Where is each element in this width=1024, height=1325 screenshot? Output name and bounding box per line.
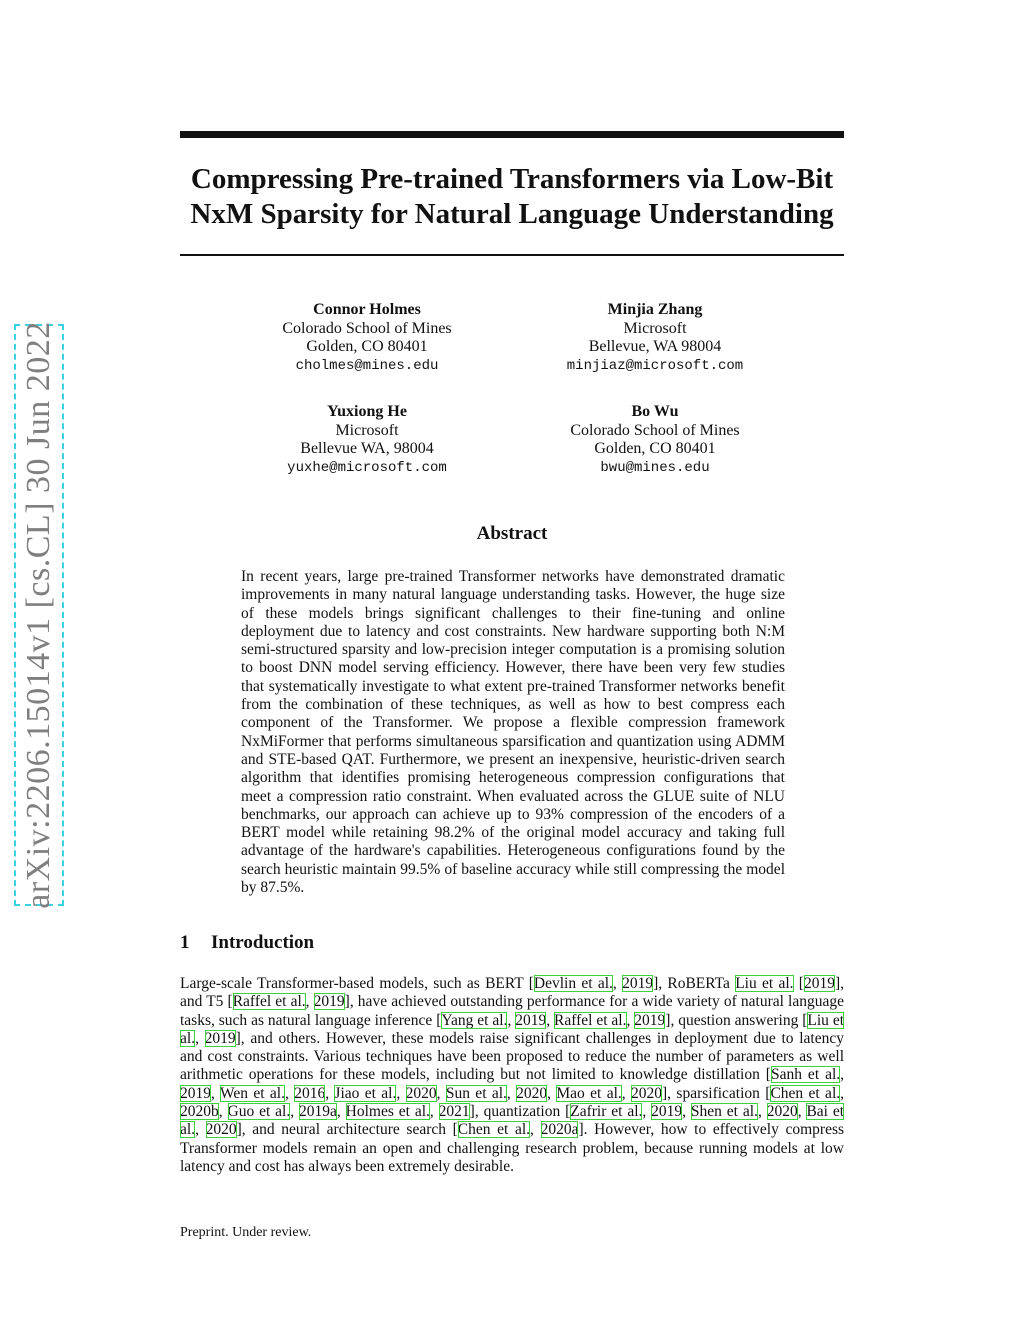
intro-text: [: [793, 975, 804, 992]
intro-text: ,: [757, 1103, 767, 1121]
arxiv-identifier-box: [14, 321, 64, 909]
citation-link[interactable]: Holmes et al.: [345, 1103, 430, 1121]
intro-text: ,: [642, 1103, 652, 1121]
paper-title: [180, 162, 844, 232]
author-email[interactable]: bwu@mines.edu: [600, 459, 710, 476]
abstract-heading: Abstract: [476, 523, 548, 544]
citation-link[interactable]: Devlin et al.: [533, 975, 613, 992]
citation-link[interactable]: 2016: [294, 1084, 326, 1102]
citation-link[interactable]: 2019: [634, 1011, 666, 1029]
intro-text: ], and neural architecture search [: [236, 1121, 458, 1139]
author-address: Bellevue, WA 98004: [588, 338, 722, 355]
author-address: Bellevue WA, 98004: [300, 440, 434, 457]
citation-link[interactable]: Mao et al.: [556, 1084, 622, 1102]
intro-text: ,: [284, 1084, 295, 1102]
intro-text: ,: [840, 1066, 845, 1084]
author-affiliation: Microsoft: [335, 421, 399, 439]
citation-link[interactable]: Yang et al.: [441, 1011, 508, 1029]
author-block: [207, 403, 527, 477]
citation-link[interactable]: 2020: [205, 1121, 237, 1139]
author-name: Minjia Zhang: [607, 301, 703, 318]
citation-link[interactable]: 2020: [766, 1103, 798, 1121]
citation-link[interactable]: Zafrir et al.: [570, 1103, 643, 1121]
intro-text: ], and T5 [: [180, 975, 844, 1011]
intro-text: ,: [797, 1103, 807, 1121]
intro-text: ], and others. However, these models raise significant challenges in deployment due to latency and cost constraints. Various techniques have been proposed to reduce the number of parameters as well arithmetic operations for these models, including but not limited to knowledge distillation [: [180, 1029, 845, 1084]
citation-link[interactable]: 2019: [515, 1011, 547, 1029]
intro-text: Large-scale Transformer-based models, such as BERT [: [180, 975, 534, 992]
citation-link[interactable]: 2021: [438, 1103, 470, 1121]
intro-text: ,: [195, 1029, 205, 1047]
intro-text: ,: [305, 993, 314, 1011]
title-line-2: NxM Sparsity for Natural Language Understanding: [190, 198, 834, 230]
intro-text: ], sparsification [: [662, 1084, 771, 1102]
citation-link[interactable]: 2020: [516, 1084, 548, 1102]
citation-link[interactable]: 2020: [631, 1084, 663, 1102]
intro-text: ], RoBERTa: [653, 975, 736, 992]
intro-text: ,: [530, 1121, 541, 1139]
author-email[interactable]: yuxhe@microsoft.com: [287, 459, 447, 476]
citation-link[interactable]: 2020b: [180, 1103, 219, 1121]
author-address: Golden, CO 80401: [306, 338, 428, 355]
intro-text: ,: [325, 1084, 335, 1102]
citation-link[interactable]: Liu et al.: [180, 1011, 845, 1047]
author-name: Yuxiong He: [327, 403, 407, 420]
intro-text: ,: [547, 1084, 557, 1102]
intro-text: ,: [218, 1103, 228, 1121]
intro-text: ]. However, how to effectively compress Transformer models remain an open and challenging research problem, because running models at low latency and cost has always been extremely desirable.: [180, 1121, 845, 1175]
arxiv-identifier: arXiv:2206.15014v1 [cs.CL] 30 Jun 2022: [20, 321, 57, 909]
intro-text: ,: [840, 1084, 844, 1102]
citation-link[interactable]: 2019: [651, 1103, 683, 1121]
author-block: [495, 301, 815, 375]
title-line-1: Compressing Pre-trained Transformers via Low-Bit: [190, 163, 834, 195]
author-name: Connor Holmes: [313, 301, 421, 318]
intro-text: ,: [612, 975, 623, 992]
citation-link[interactable]: 2019: [204, 1029, 236, 1047]
intro-text: ], quantization [: [469, 1103, 571, 1121]
citation-link[interactable]: Jiao et al.: [334, 1084, 397, 1102]
citation-link[interactable]: 2020a: [540, 1121, 579, 1139]
title-rule-bottom: [180, 254, 844, 256]
author-email[interactable]: minjiaz@microsoft.com: [566, 357, 744, 374]
citation-link[interactable]: Sanh et al.: [770, 1066, 841, 1084]
citation-link[interactable]: 2019: [803, 975, 835, 992]
intro-text: ,: [621, 1084, 632, 1102]
author-affiliation: Colorado School of Mines: [282, 319, 452, 337]
section-title: Introduction: [211, 932, 315, 953]
intro-text: ,: [682, 1103, 691, 1121]
intro-text: ], question answering [: [665, 1011, 808, 1029]
author-affiliation: Microsoft: [623, 319, 687, 337]
intro-text: ], have achieved outstanding performance for a wide variety of natural language tasks, such as natural language inference [: [180, 993, 844, 1029]
citation-link[interactable]: Chen et al.: [770, 1084, 841, 1102]
intro-text: ,: [396, 1084, 406, 1102]
citation-link[interactable]: Guo et al.: [227, 1103, 291, 1121]
title-rule-top: [180, 131, 844, 138]
citation-link[interactable]: Chen et al.: [457, 1121, 531, 1139]
intro-text: ,: [290, 1103, 299, 1121]
author-address: Golden, CO 80401: [594, 440, 716, 457]
citation-link[interactable]: Wen et al.: [219, 1084, 285, 1102]
section-heading: [180, 932, 314, 954]
citation-link[interactable]: 2019: [622, 975, 654, 992]
intro-text: ,: [507, 1011, 516, 1029]
intro-text: ,: [506, 1084, 517, 1102]
intro-paragraph: [180, 975, 844, 1176]
citation-link[interactable]: 2019: [180, 1084, 211, 1102]
citation-link[interactable]: 2019: [313, 993, 345, 1011]
author-affiliation: Colorado School of Mines: [570, 421, 740, 439]
citation-link[interactable]: Liu et al.: [735, 975, 794, 992]
citation-link[interactable]: Raffel et al.: [232, 993, 306, 1011]
intro-text: ,: [195, 1121, 206, 1139]
citation-link[interactable]: Bai et al.: [180, 1103, 845, 1139]
author-block: [495, 403, 815, 477]
section-number: 1: [180, 932, 190, 953]
intro-text: ,: [626, 1011, 635, 1029]
citation-link[interactable]: Raffel et al.: [554, 1011, 627, 1029]
author-name: Bo Wu: [631, 403, 679, 420]
intro-text: ,: [429, 1103, 439, 1121]
citation-link[interactable]: 2019a: [299, 1103, 337, 1121]
footer-note: Preprint. Under review.: [180, 1225, 312, 1240]
intro-text: ,: [211, 1084, 220, 1102]
intro-text: ,: [546, 1011, 554, 1029]
abstract-text: In recent years, large pre-trained Transformer networks have demonstrated dramatic improvements in many natural language understanding tasks. However, the huge size of these models brings significant challenges to their fine-tuning and online deployment due to latency and cost constraints. New hardware supporting both N:M semi-structured sparsity and low-precision integer computation is a promising solution to boost DNN model serving efficiency. However, there have been very few studies that systematically investigate to what extent pre-trained Transformer networks benefit from the combination of these techniques, as well as how to best compress each component of the Transformer. We propose a flexible compression framework NxMiFormer that performs simultaneous sparsification and quantization using ADMM and STE-based QAT. Furthermore, we present an inexpensive, heuristic-driven search algorithm that identifies promising heterogeneous compression configurations that meet a compression ratio constraint. When evaluated across the GLUE suite of NLU benchmarks, our approach can achieve up to 93% compression of the encoders of a BERT model while retaining 98.2% of the original model accuracy and taking full advantage of the hardware's capabilities. Heterogeneous configurations found by the search heuristic maintain 99.5% of baseline accuracy while still compressing the model by 87.5%.: [241, 568, 785, 897]
author-block: [207, 301, 527, 375]
intro-text: ,: [436, 1084, 446, 1102]
citation-link[interactable]: 2020: [405, 1084, 437, 1102]
intro-text: ,: [336, 1103, 346, 1121]
citation-link[interactable]: Sun et al.: [445, 1084, 507, 1102]
citation-link[interactable]: Shen et al.: [690, 1103, 758, 1121]
author-email[interactable]: cholmes@mines.edu: [295, 357, 439, 374]
